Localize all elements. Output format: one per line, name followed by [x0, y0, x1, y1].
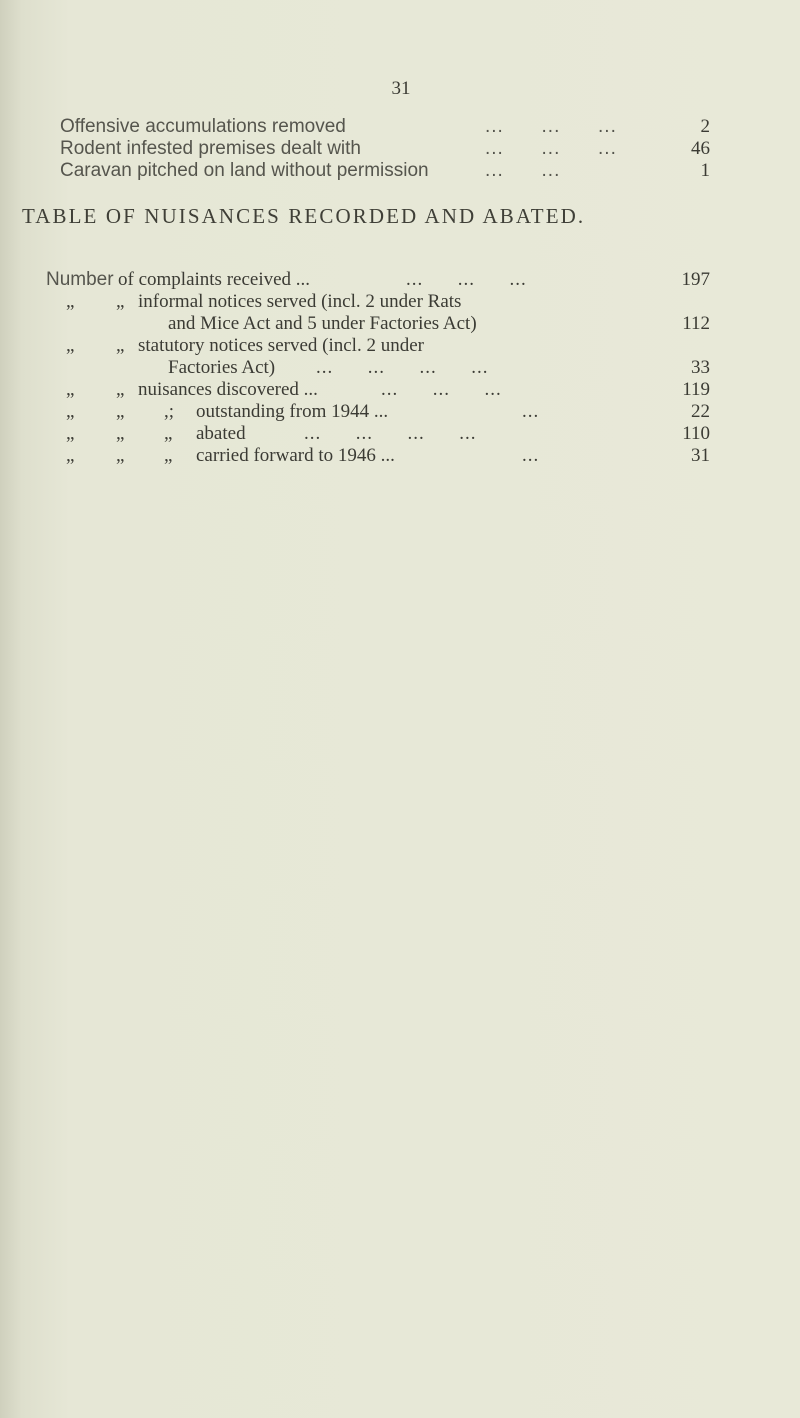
ditto-mark: „: [66, 379, 75, 400]
ditto-mark: „: [116, 379, 125, 400]
table-row-continuation: [46, 357, 726, 379]
leader-dots: ... ... ...: [485, 116, 617, 137]
table-row: [46, 445, 726, 467]
row-value: 33: [691, 357, 710, 378]
row-label: Factories Act): [168, 357, 276, 378]
row-value: 119: [682, 379, 710, 400]
leader-dots: ...: [522, 401, 540, 422]
top-summary-list: [60, 116, 710, 182]
ditto-mark: „: [116, 401, 125, 422]
ditto-mark: „: [66, 423, 75, 444]
row-value: 112: [682, 313, 710, 334]
item-value: 2: [700, 116, 710, 137]
table-row: [46, 379, 726, 401]
ditto-mark: „: [66, 335, 75, 356]
row-label: outstanding from 1944 ...: [196, 401, 389, 422]
ditto-mark: ,;: [164, 401, 175, 422]
leader-dots: ... ... ...: [406, 269, 527, 290]
item-value: 1: [700, 160, 710, 181]
row-lead-word: Number: [46, 269, 114, 290]
table-row: [46, 335, 726, 357]
leader-dots: ... ...: [485, 160, 561, 181]
leader-dots: ... ... ...: [381, 379, 502, 400]
ditto-mark: „: [116, 445, 125, 466]
row-label: of complaints received ...: [118, 269, 311, 290]
ditto-mark: „: [116, 291, 125, 312]
ditto-mark: „: [164, 423, 173, 444]
table-row: [46, 291, 726, 313]
ditto-mark: „: [66, 291, 75, 312]
row-label: abated: [196, 423, 246, 444]
section-heading: TABLE OF NUISANCES RECORDED AND ABATED.: [22, 204, 586, 228]
item-label: Rodent infested premises dealt with: [60, 138, 361, 159]
table-row: [46, 423, 726, 445]
ditto-mark: „: [66, 401, 75, 422]
row-label: informal notices served (incl. 2 under Rats: [138, 291, 462, 312]
table-row: [46, 401, 726, 423]
row-value: 22: [691, 401, 710, 422]
row-label: carried forward to 1946 ...: [196, 445, 395, 466]
row-value: 31: [691, 445, 710, 466]
item-value: 46: [691, 138, 710, 159]
page-number: 31: [391, 78, 411, 99]
row-label: nuisances discovered ...: [138, 379, 318, 400]
ditto-mark: „: [164, 445, 173, 466]
leader-dots: ...: [522, 445, 540, 466]
nuisances-table: [46, 269, 726, 467]
leader-dots: ... ... ... ...: [304, 423, 477, 444]
row-label: and Mice Act and 5 under Factories Act): [168, 313, 477, 334]
ditto-mark: „: [66, 445, 75, 466]
row-value: 110: [682, 423, 710, 444]
table-row-continuation: [46, 313, 726, 335]
table-row: [46, 269, 726, 291]
row-label: statutory notices served (incl. 2 under: [138, 335, 424, 356]
ditto-mark: „: [116, 335, 125, 356]
list-item: [60, 138, 710, 160]
item-label: Caravan pitched on land without permission: [60, 160, 429, 181]
leader-dots: ... ... ...: [485, 138, 617, 159]
leader-dots: ... ... ... ...: [316, 357, 489, 378]
ditto-mark: „: [116, 423, 125, 444]
list-item: [60, 160, 710, 182]
list-item: [60, 116, 710, 138]
item-label: Offensive accumulations removed: [60, 116, 346, 137]
row-value: 197: [681, 269, 710, 290]
